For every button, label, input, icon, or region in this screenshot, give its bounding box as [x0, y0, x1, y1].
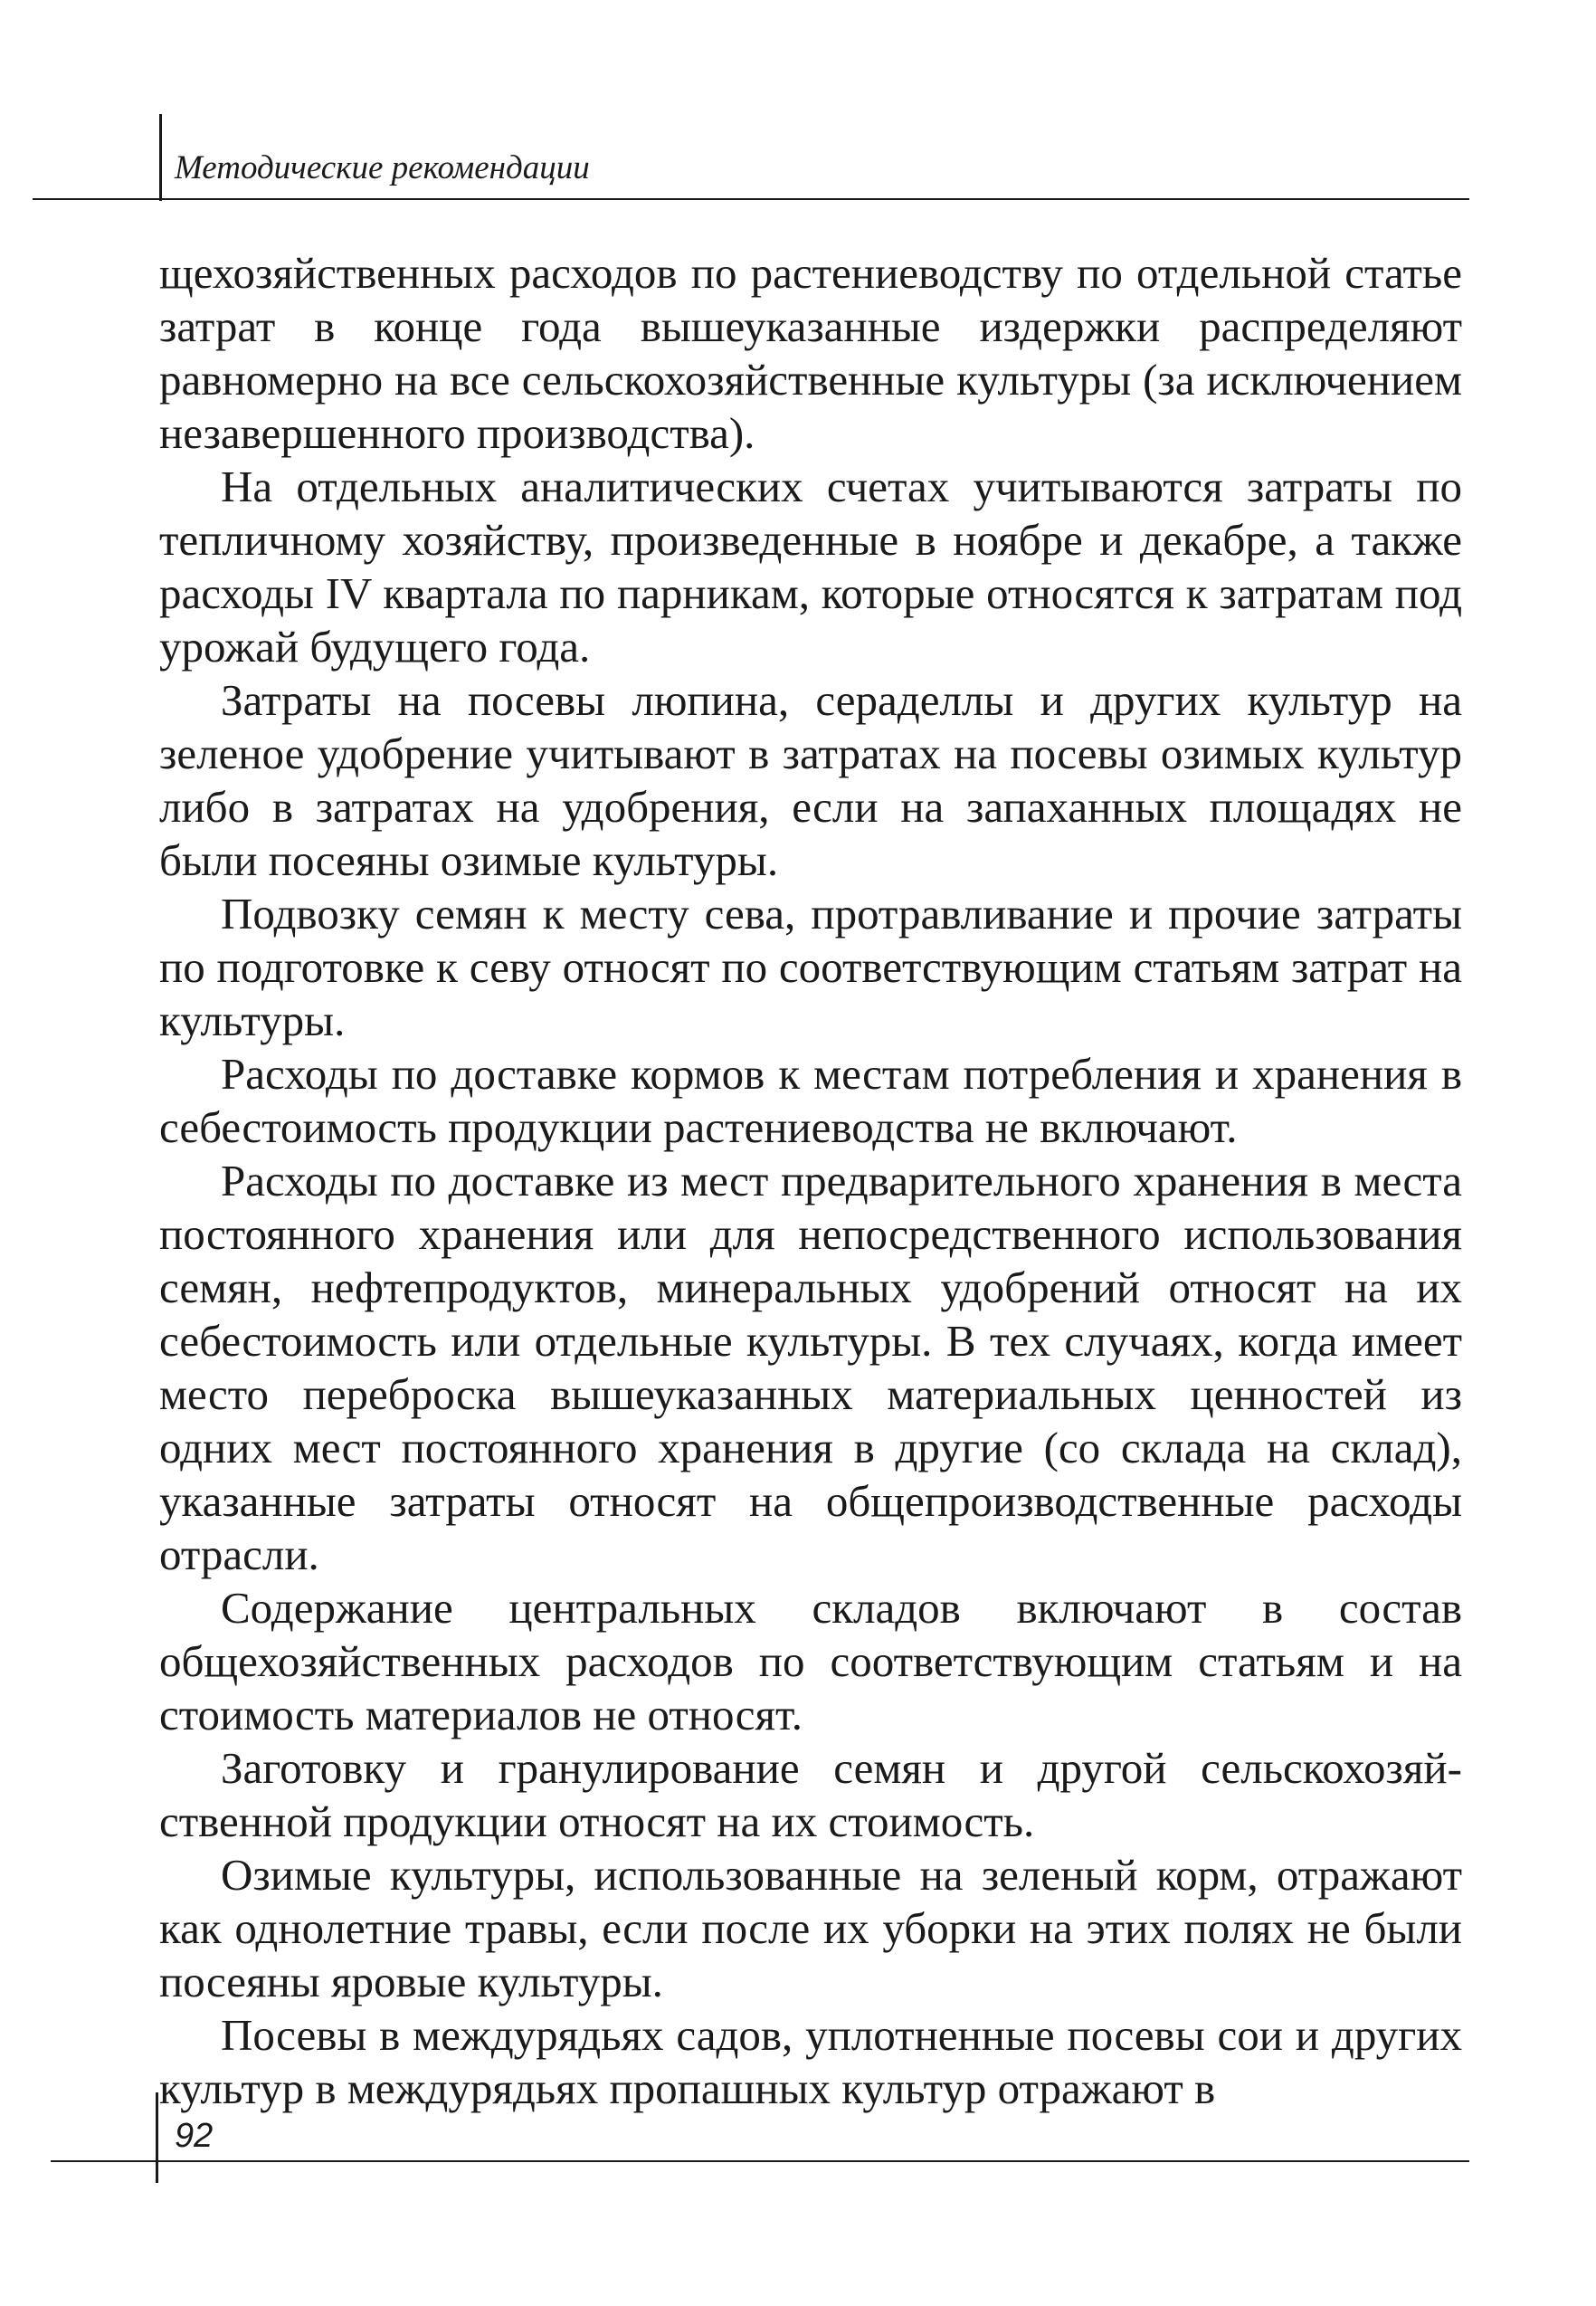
page-body	[159, 246, 1462, 2115]
paragraph-2: На отдельных аналитических счетах учитываются затраты по тепличному хозяйству, произведенные в ноябре и декабре, а также расходы IV квартала по парникам, которые относятся к затратам под урожай будущего года.	[159, 462, 1462, 672]
footer-vertical-rule	[156, 2092, 158, 2183]
paragraph-6: Расходы по доставке из мест предварительного хранения в места постоянного хранения или для непосредственного использования семян, нефтепродуктов, минеральных удобрений относят на их себестоимость или отдельные культуры. В тех случаях, когда имеет место переброска вышеуказанных материальных ценностей из одних мест постоянного хранения в другие (со склада на склад), указанные затраты относят на общепроизводственные расходы отрасли.	[159, 1156, 1462, 1579]
paragraph-1: щехозяйственных расходов по растениеводству по отдельной статье затрат в конце года вышеуказанные издержки распределяют равномерно на все сельскохозяйственные культуры (за исключением незавершенного производства).	[159, 248, 1462, 458]
header-vertical-rule	[159, 114, 162, 201]
paragraph-9: Озимые культуры, использованные на зеленый корм, отражают как однолетние травы, если после их уборки на этих полях не были посеяны яровые культуры.	[159, 1850, 1462, 2006]
paragraph-8: Заготовку и гранулирование семян и другой сельскохозяйственной продукции относят на их стоимость.	[159, 1743, 1462, 1846]
paragraph-5: Расходы по доставке кормов к местам потребления и хранения в себестоимость продукции растениеводства не включают.	[159, 1049, 1462, 1152]
running-header-title: Методические рекомендации	[175, 149, 590, 186]
header-horizontal-rule	[33, 198, 1469, 200]
paragraph-7: Содержание центральных складов включают в состав общехозяйственных расходов по соответствующим статьям и на стоимость материалов не относят.	[159, 1583, 1462, 1739]
paragraph-3: Затраты на посевы люпина, сераделлы и других культур на зеленое удобрение учитывают в затратах на посевы озимых культур либо в затратах на удобрения, если на запаханных площадях не были посеяны озимые культуры.	[159, 675, 1462, 885]
page-number: 92	[175, 2117, 214, 2155]
paragraph-4: Подвозку семян к месту сева, протравливание и прочие затраты по подготовке к севу относят по соответствующим статьям затрат на культуры.	[159, 889, 1462, 1045]
paragraph-10: Посевы в междурядьях садов, уплотненные посевы сои и других культур в междурядьях пропашных культур отражают в	[159, 2010, 1462, 2113]
footer-horizontal-rule	[51, 2160, 1469, 2162]
